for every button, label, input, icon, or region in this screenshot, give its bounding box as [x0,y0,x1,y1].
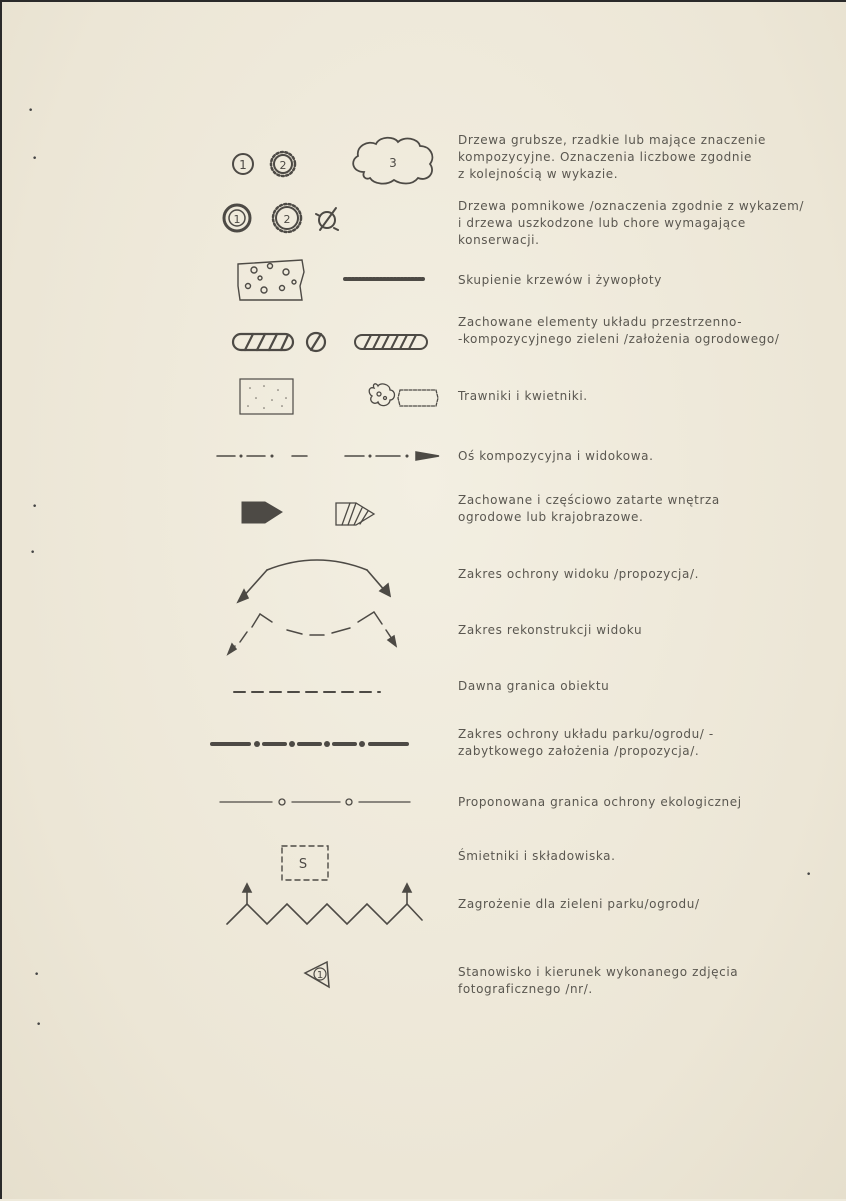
preserved-element-single [307,333,325,351]
legend-text-line: Proponowana granica ochrony ekologicznej [458,795,742,809]
scan-speck: • [32,502,38,512]
park-protection-symbol [212,741,407,747]
legend-text-line: Dawna granica obiektu [458,679,610,693]
scan-speck: • [36,1020,42,1030]
legend-entry-axis [458,448,828,465]
view-protection-symbol [238,560,390,602]
legend-text-line: Skupienie krzewów i żywopłoty [458,273,662,287]
legend-text-line: z kolejnością w wykazie. [458,167,619,181]
legend-text-line: Drzewa pomnikowe /oznaczenia zgodnie z wykazem/ [458,199,805,213]
svg-text:2: 2 [279,159,287,172]
scan-speck: • [32,154,38,164]
legend-text-line: Drzewa grubsze, rzadkie lub mające znaczenie [458,133,767,147]
legend-text-line: -kompozycyjnego zieleni /założenia ogrodowego/ [458,332,780,346]
monument-tree-symbol-1 [224,205,250,231]
legend-text-line: Zachowane i częściowo zatarte wnętrza [458,493,720,507]
interior-hatched-arrow [336,503,374,525]
legend-text-line: Zakres ochrony układu parku/ogrodu/ - [458,727,714,741]
legend-entry-interiors [458,492,828,526]
scan-speck: • [34,970,40,980]
legend-entry-shrubs [458,272,828,289]
preserved-element-chain-2 [355,335,427,349]
scan-speck: • [30,548,36,558]
legend-entry-threat [458,896,828,913]
svg-text:S: S [298,857,308,872]
legend-text-line: Zakres ochrony widoku /propozycja/. [458,567,700,581]
legend-text-line: Stanowisko i kierunek wykonanego zdjęcia [458,965,739,979]
dump-symbol [282,846,328,880]
legend-entry-dumps [458,848,828,865]
preserved-element-chain-1 [233,334,293,350]
legend-text-line: Trawniki i kwietniki. [458,389,588,403]
legend-text-line: Śmietniki i składowiska. [458,849,616,863]
legend-text-line: konserwacji. [458,233,540,247]
damaged-tree-symbol [316,208,338,230]
axis-line-symbol [217,452,439,460]
monument-tree-symbol-2 [273,204,301,232]
lawn-symbol [240,379,293,414]
svg-text:1: 1 [233,213,241,226]
legend-entry-lawns [458,388,828,405]
legend-entry-view-protection [458,566,828,583]
legend-entry-park-protection [458,726,828,760]
scan-speck: • [28,106,34,116]
svg-text:1: 1 [239,158,247,172]
shrub-cluster-symbol [238,260,304,300]
tree-symbol-1 [233,154,253,174]
legend-text-line: ogrodowe lub krajobrazowe. [458,510,644,524]
legend-text-line: Zagrożenie dla zieleni parku/ogrodu/ [458,897,700,911]
legend-entry-trees-monument [458,198,828,249]
legend-entry-eco-boundary [458,794,828,811]
legend-entry-former-boundary [458,678,828,695]
legend-entry-preserved-elements [458,314,828,348]
photo-station-symbol [305,962,329,987]
legend-text-line: Oś kompozycyjna i widokowa. [458,449,654,463]
svg-text:2: 2 [283,213,291,226]
svg-text:1: 1 [316,970,324,981]
view-reconstruction-symbol [228,612,396,654]
svg-text:3: 3 [389,156,397,170]
legend-text-line: i drzewa uszkodzone lub chore wymagające [458,216,746,230]
legend-text-line: Zachowane elementy układu przestrzenno- [458,315,743,329]
threat-symbol [227,884,422,924]
interior-filled-arrow [242,502,282,523]
legend-entry-view-reconstruction [458,622,828,639]
legend-text-line: kompozycyjne. Oznaczenia liczbowe zgodnie [458,150,752,164]
legend-text-line: Zakres rekonstrukcji widoku [458,623,643,637]
tree-group-cloud [353,138,432,184]
legend-text-line: zabytkowego założenia /propozycja/. [458,744,700,758]
legend-entry-trees-thick [458,132,828,183]
legend-text-line: fotograficznego /nr/. [458,982,593,996]
eco-boundary-symbol [220,799,410,805]
legend-entry-photo-station [458,964,828,998]
tree-symbol-2 [271,152,295,176]
flowerbed-symbol [369,384,438,406]
scan-speck: • [806,870,812,880]
